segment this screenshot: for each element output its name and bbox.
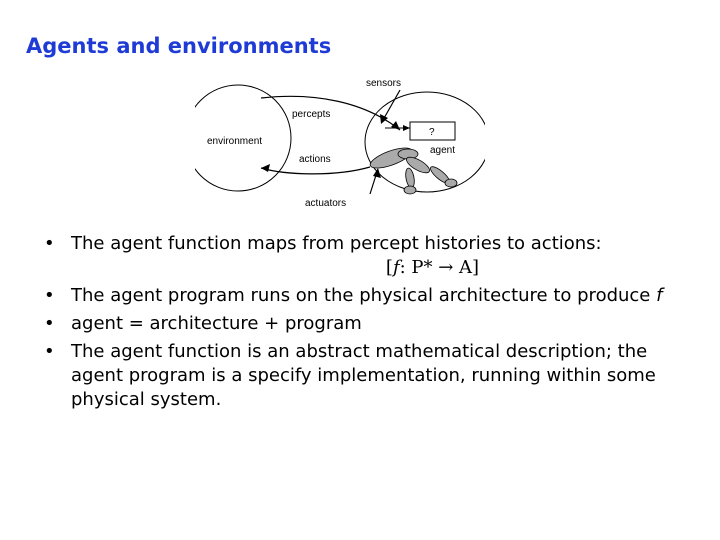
bullet-f: f bbox=[656, 285, 663, 306]
agent-function-formula: [f: P* → A] bbox=[385, 257, 480, 278]
bullet-dot: • bbox=[44, 313, 55, 334]
actuators-label: actuators bbox=[305, 198, 347, 209]
percepts-arrow bbox=[261, 96, 400, 130]
bullet-item bbox=[44, 232, 694, 280]
bullet-text: The agent function is an abstract mathematical description; the agent program is a specify implementation, running within some physical system. bbox=[71, 341, 656, 410]
agent-environment-diagram bbox=[195, 72, 485, 212]
actions-label: actions bbox=[299, 154, 331, 165]
bullet-item bbox=[44, 312, 694, 336]
bullet-dot: • bbox=[44, 341, 55, 362]
bullet-item bbox=[44, 340, 694, 412]
question-mark: ? bbox=[429, 127, 435, 138]
bullet-dot: • bbox=[44, 233, 55, 254]
bullet-list bbox=[44, 232, 694, 416]
bullet-text: The agent program runs on the physical architecture to produce bbox=[71, 285, 651, 306]
environment-label: environment bbox=[207, 136, 263, 147]
agent-label: agent bbox=[430, 145, 456, 156]
sensors-label: sensors bbox=[366, 78, 402, 89]
percepts-label: percepts bbox=[292, 109, 331, 120]
bullet-text: agent = architecture + program bbox=[71, 313, 362, 334]
page-title: Agents and environments bbox=[26, 34, 332, 58]
bullet-dot: • bbox=[44, 285, 55, 306]
agent-ellipse bbox=[365, 92, 485, 192]
bullet-item bbox=[44, 284, 694, 308]
bullet-text: The agent function maps from percept histories to actions: bbox=[71, 233, 602, 254]
